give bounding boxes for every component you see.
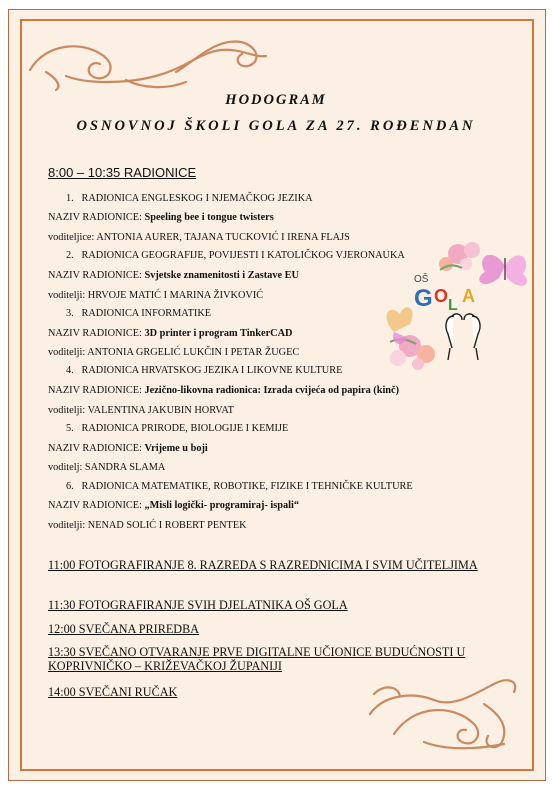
workshop-6-subject: 6. RADIONICA MATEMATIKE, ROBOTIKE, FIZIKE I TEHNIČKE KULTURE [66, 481, 413, 492]
workshop-5-leads: voditelj: SANDRA SLAMA [48, 462, 166, 473]
workshop-1-name: NAZIV RADIONICE: Speeling bee i tongue twisters [48, 212, 274, 223]
logo-a: A [462, 286, 475, 306]
workshop-6-name: NAZIV RADIONICE: „Misli logički- programiraj- ispali“ [48, 500, 300, 511]
workshop-4-name: NAZIV RADIONICE: Jezično-likovna radionica: Izrada cvijeća od papira (kinč) [48, 385, 400, 396]
workshop-2-leads: voditelji: HRVOJE MATIĆ I MARINA ŽIVKOVIĆ [48, 290, 264, 301]
school-logo-illustration [380, 236, 530, 376]
workshop-2-name: NAZIV RADIONICE: Svjetske znamenitosti i Zastave EU [48, 270, 299, 281]
workshop-1-leads: voditeljice: ANTONIA AURER, TAJANA TUCKOVIĆ I IRENA FLAJS [48, 232, 350, 243]
event-ceremony: 12:00 SVEČANA PRIREDBA [48, 622, 200, 636]
butterfly-right-icon [479, 255, 527, 286]
workshop-4-subject: 4. RADIONICA HRVATSKOG JEZIKA I LIKOVNE KULTURE [66, 365, 343, 376]
logo-l: L [448, 297, 458, 314]
workshops-time-header: 8:00 – 10:35 RADIONICE [48, 165, 197, 180]
workshop-6-leads: voditelji: NENAD SOLIĆ I ROBERT PENTEK [48, 520, 247, 531]
storks-icon [446, 314, 480, 360]
workshop-2-subject: 2. RADIONICA GEOGRAFIJE, POVIJESTI I KATOLIČKOG VJERONAUKA [66, 250, 405, 261]
workshop-3-name: NAZIV RADIONICE: 3D printer i program TinkerCAD [48, 328, 293, 339]
bottom-flourish-ornament [364, 664, 524, 754]
workshop-4-leads: voditelji: VALENTINA JAKUBIN HORVAT [48, 405, 234, 416]
flower-cluster-top-icon [439, 242, 480, 271]
top-flourish-ornament [26, 32, 286, 92]
workshop-3-subject: 3. RADIONICA INFORMATIKE [66, 308, 212, 319]
gola-logo [414, 272, 475, 314]
event-lunch: 14:00 SVEČANI RUČAK [48, 685, 178, 699]
workshop-3-leads: voditelji: ANTONIA GRGELIĆ LUKČIN I PETAR ŽUGEC [48, 347, 300, 358]
logo-g: G [414, 285, 433, 312]
event-photo-staff: 11:30 FOTOGRAFIRANJE SVIH DJELATNIKA OŠ GOLA [48, 598, 348, 612]
workshop-5-name: NAZIV RADIONICE: Vrijeme u boji [48, 443, 208, 454]
event-digital-classroom-opening: 13:30 SVEČANO OTVARANJE PRVE DIGITALNE UČIONICE BUDUĆNOSTI U KOPRIVNIČKO – KRIŽEVAČKOJ ŽUPANIJI [48, 645, 466, 673]
logo-o: O [434, 286, 449, 306]
document-subtitle: OSNOVNOJ ŠKOLI GOLA ZA 27. ROĐENDAN [76, 118, 476, 134]
workshop-5-subject: 5. RADIONICA PRIRODE, BIOLOGIJE I KEMIJE [66, 423, 289, 434]
workshop-1-subject: 1. RADIONICA ENGLESKOG I NJEMAČKOG JEZIKA [66, 193, 313, 204]
logo-os-label: OŠ [414, 274, 429, 285]
document-title: HODOGRAM [225, 92, 327, 108]
event-photo-8th-grade: 11:00 FOTOGRAFIRANJE 8. RAZREDA S RAZREDNICIMA I SVIM UČITELJIMA [48, 558, 478, 572]
